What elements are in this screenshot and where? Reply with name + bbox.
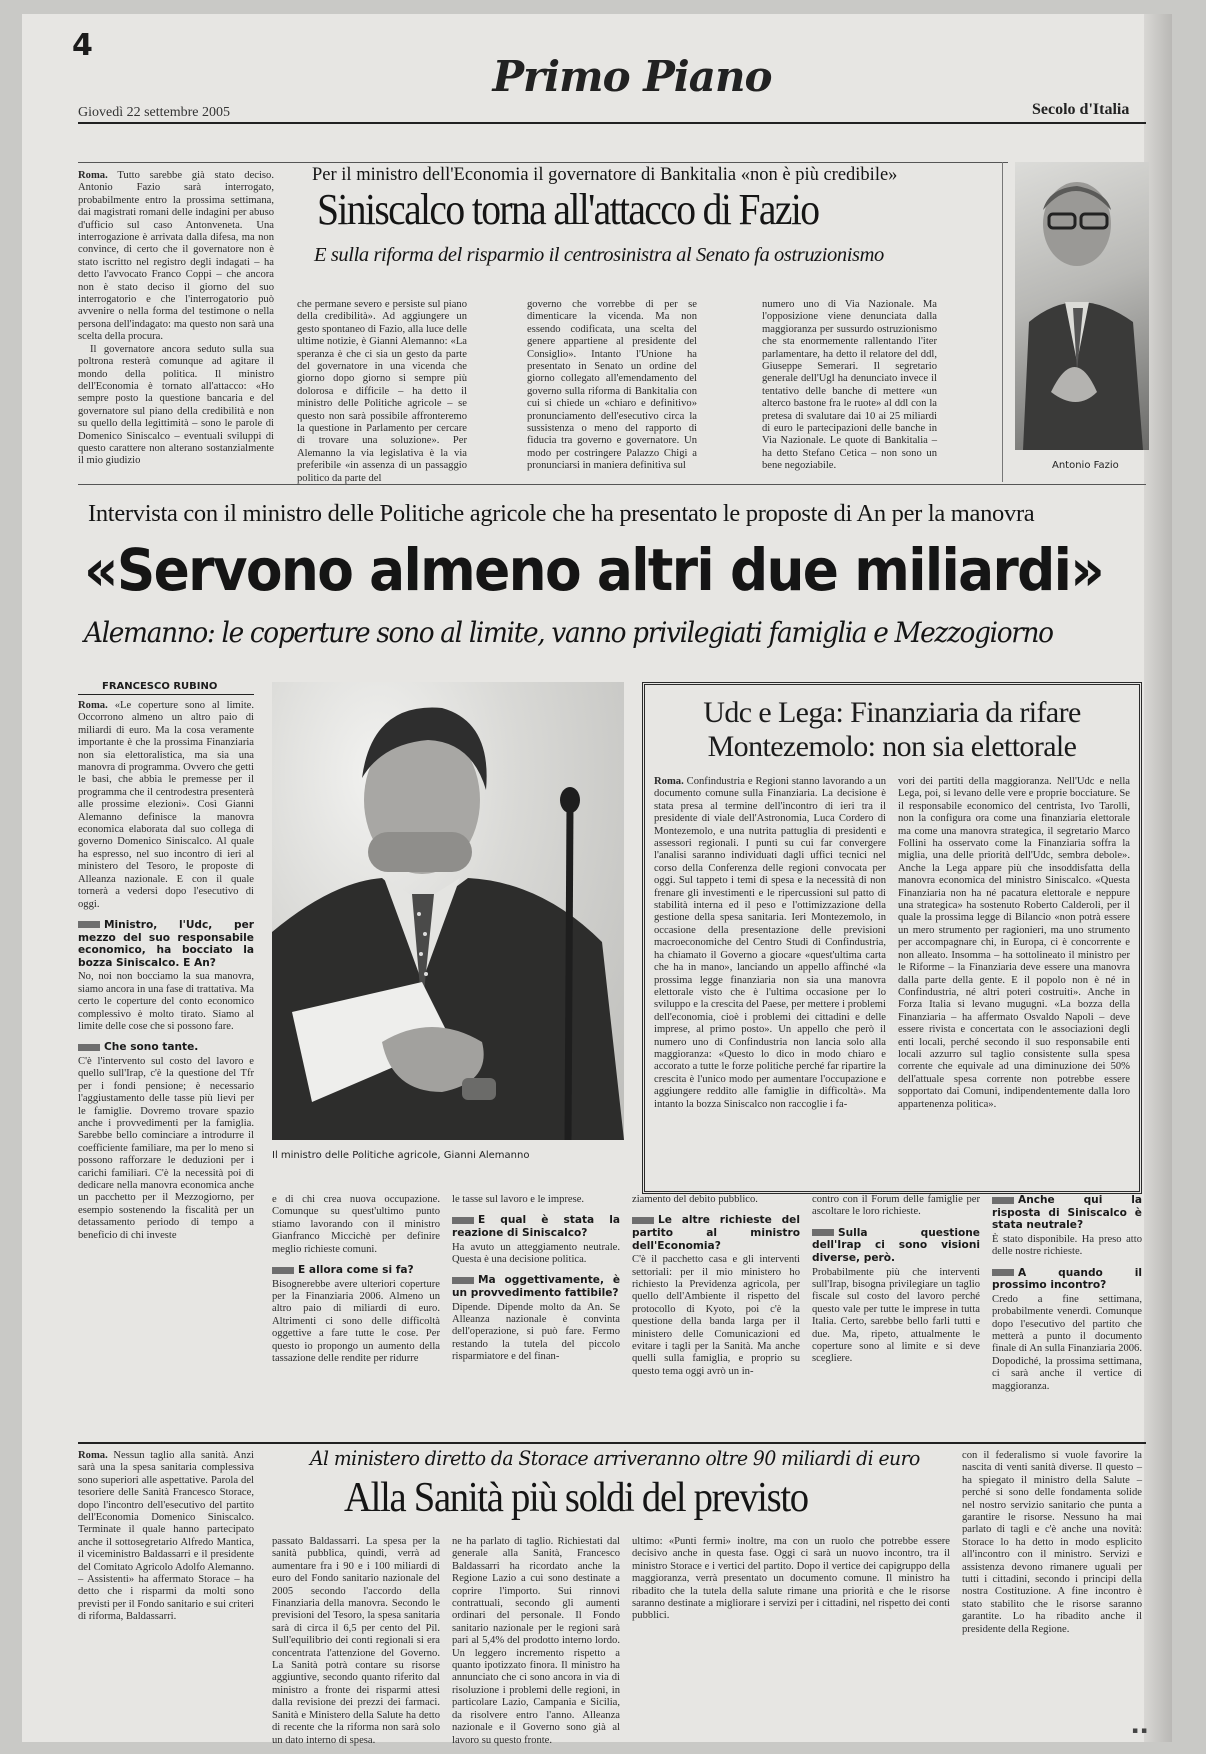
article1-box-top: [78, 162, 1008, 163]
article3-col1-text: Nessun taglio alla sanità. Anzi sarà una la spesa sanitaria complessiva sono superiori alle aspettative. Parola del tesoriere delle Sanità Francesco Storace, dopo l'incontro dell'esecutivo del partito dell'Economia Domenico Siniscalco. Terminate il quale hanno partecipato anche il sottosegretario Alfredo Mantica, il viceministro Baldassarri e il presidente del Comitato Agricolo Adolfo Alemanno. – Assistenti» ha affermato Storace – ha detto che i risparmi da molti sono previsti per il Fondo sanitario e sui criteri di riforma, Baldassarri.: [78, 1450, 254, 1623]
article1-col4: numero uno di Via Nazionale. Ma l'opposizione viene denunciata dalla maggioranza per sussurdo ostruzionismo che sta enormemente rallentando l'iter parlamentare, ha detto il relatore del ddl, Giuseppe Semerari. Il segretario generale dell'Ugl ha denunciato invece il tentativo delle banche di mettere «un alterco bastone fra le ruote» al ddl con la pretesa di svalutare dai 10 ai 25 miliardi di euro le partecipazioni delle banche in Via Nazionale. Le quote di Bankitalia – ha detto Stefano Cetica – non sono un bene negoziabile.: [762, 299, 937, 472]
interview-col4: [632, 1194, 800, 1377]
question-2: Che sono tante.: [78, 1041, 254, 1054]
article1-col1-text: Tutto sarebbe già stato deciso. Antonio Fazio sarà interrogato, probabilmente entro la prossima settimana, dai magistrati romani delle indagini per abuso d'ufficio sul caso Antonveneta. Una interrogazione è arrivata dalla difesa, ma non convince, di certo che il governatore non è stato iscritto nel registro degli indagati – ha detto l'avvocato Franco Coppi – che ancora non è stato deciso il giorno del suo interrogatorio e che l'interrogatorio può avvenire o nella forma del testimone o nella persona dell'indagato: ma questo non sarà una scelta della procura.: [78, 170, 274, 343]
newspaper-name: Secolo d'Italia: [1032, 101, 1130, 118]
answer-1: No, noi non bocciamo la sua manovra, siamo ancora in una fase di trattativa. Ma certo le coperture del conto economico complessivo è molto tirato. Siamo al limite delle cose che si possono fare.: [78, 971, 254, 1032]
section-title: Primo Piano: [492, 52, 772, 101]
interview-col3: [452, 1194, 620, 1374]
newspaper-page: [22, 14, 1172, 1746]
question-8: Anche qui la risposta di Siniscalco è stata neutrale?: [992, 1194, 1142, 1232]
byline-rule: [78, 694, 254, 695]
interview-col3-text: le tasse sul lavoro e le imprese.: [452, 1194, 585, 1205]
question-7: Sulla questione dell'Irap ci sono visioni diverse, però.: [812, 1226, 980, 1264]
fazio-photo: [1015, 162, 1149, 450]
article3-title: Alla Sanità più soldi del previsto: [344, 1475, 808, 1521]
answer-8: È stato disponibile. Ha preso atto delle nostre richieste.: [992, 1233, 1142, 1258]
box-title-line1: Udc e Lega: Finanziaria da rifare: [703, 696, 1081, 729]
interview-col4-text: ziamento del debito pubblico.: [632, 1194, 758, 1205]
article1-title: Siniscalco torna all'attacco di Fazio: [317, 185, 819, 234]
footer-mark: ▪ ▪: [1132, 1726, 1148, 1736]
box-dateline: Roma.: [654, 776, 684, 787]
interview-col5-text: contro con il Forum delle famiglie per ascoltare le loro richieste.: [812, 1194, 980, 1218]
answer-3: Bisognerebbe avere ulteriori coperture per la Finanziaria 2006. Almeno un altro paio di miliardi di euro. Altrimenti ci sono delle difficoltà oggettive a fare tutte le cose. Per questo io propongo un aumento della tassazione delle rendite per ridurre: [272, 1278, 440, 1365]
fazio-caption: Antonio Fazio: [1052, 460, 1119, 471]
article2-byline: FRANCESCO RUBINO: [102, 681, 218, 692]
question-3: E allora come si fa?: [272, 1264, 440, 1277]
answer-7: Probabilmente più che interventi sull'Irap, bisogna privilegiare un taglio fiscale sul costo del lavoro perché questo vale per tutte le imprese in tutta Italia. Certo, sarebbe bello farli tutti e due. Ma, ripeto, attualmente le coperture sono al limite e si deve scegliere.: [812, 1266, 980, 1365]
interview-col2-text: e di chi crea nuova occupazione. Comunque su quest'ultimo punto stiamo lavorando con il ministro Gianfranco Miccichè per definire meglio richieste comuni.: [272, 1194, 440, 1255]
question-4: E qual è stata la reazione di Siniscalco?: [452, 1214, 620, 1239]
interview-col5: [812, 1194, 980, 1374]
article2-bottom-rule: [78, 1442, 1146, 1444]
article1-subtitle: E sulla riforma del risparmio il centrosinistra al Senato fa ostruzionismo: [314, 244, 884, 266]
article3-col4: ultimo: «Punti fermi» inoltre, ma con un ruolo che potrebbe essere decisivo anche in questa fase. Oggi ci sarà un nuovo incontro, tra il ministro Storace e i vertici del partito. Dopo il vertice dei capigruppo della maggioranza, verrà presentato un documento comune. Il ministro ha ribadito che la tutela della salute rimane una priorità e che le risorse saranno destinate a migliorare i servizi per i cittadini, nel rispetto dei conti pubblici.: [632, 1536, 950, 1622]
box-col1: [654, 776, 886, 1180]
article1-bottom-rule: [78, 484, 1146, 485]
answer-6: C'è il pacchetto casa e gli interventi settoriali: per il mio ministero ho richiesto la Previdenza agricola, per quello dell'Ambiente il rispetto del protocollo di Kyoto, poi c'è la questione della banda larga per il ministero delle Comunicazioni ed evitare i tagli per la Sanità. Ma anche quelli sulla famiglia, e proprio su questo tema oggi avrò un in-: [632, 1254, 800, 1377]
alemanno-photo-svg: [272, 682, 624, 1140]
article1-dateline: Roma.: [78, 170, 108, 181]
article1-col3: governo che vorrebbe di per se dimenticare la vicenda. Ma non essendo codificata, una scelta del genere appartiene al presidente del Consiglio». Intanto l'Unione ha presentato in Senato un ordine del giorno collegato all'emendamento del governo sulla riforma di Bankitalia con cui si chiede un «chiaro e definitivo» pronunciamento dell'esecutivo circa la sussistenza o meno del rapporto di fiducia tra governo e governatore. Un modo per costringere Palazzo Chigi a pronunciarsi in maniera definitiva sul: [527, 299, 697, 472]
interview-col2: [272, 1194, 440, 1374]
interview-intro: «Le coperture sono al limite. Occorrono almeno un altro paio di miliardi di euro. Ma la cosa veramente importante è che la prossima Finanziaria non sia elettoralistica, ma sia una manovra di programma. Ovvero che getti le basi, che abbia le premesse per il programma che il centrodestra presenterà alle prossime elezioni». Così Gianni Alemanno definisce la manovra economica elaborata dal suo collega di governo Domenico Siniscalco. Al quale ha espresso, nel suo incontro di ieri al ministero del Tesoro, le proposte di Alleanza nazionale. E con il quale tornerà a vedersi dopo l'esecutivo di oggi.: [78, 700, 254, 910]
article3-dateline: Roma.: [78, 1450, 108, 1461]
question-6: Le altre richieste del partito al ministro dell'Economia?: [632, 1214, 800, 1252]
article1-kicker: Per il ministro dell'Economia il governatore di Bankitalia «non è più credibile»: [312, 165, 898, 185]
box-title-line2: Montezemolo: non sia elettorale: [707, 730, 1077, 763]
article2-dateline: Roma.: [78, 700, 108, 711]
article3-col3: ne ha parlato di taglio. Richiestati dal generale alla Sanità, Francesco Baldassarri ha ricordato anche la Regione Lazio a cui sono destinate a coprire l'importo. Sui rinnovi contrattuali, secondo gli aumenti ordinari del personale. Il Fondo sanitario nazionale per le regioni sarà pari al 5,4% del prodotto interno lordo. Un leggero incremento rispetto a quanto ipotizzato finora. Il ministro ha annunciato che ci sono ancora in via di risoluzione i problemi delle regioni, in particolare Lazio, Campania e Sicilia, da risolvere entro l'anno. Alleanza nazionale e il Governo sono già al lavoro su questo fronte.: [452, 1536, 620, 1746]
issue-date: Giovedì 22 settembre 2005: [78, 105, 231, 120]
interview-col6: [992, 1194, 1142, 1434]
box-col2: vori dei partiti della maggioranza. Nell'Udc e nella Lega, poi, si levano delle vere e proprie bocciature. Se il responsabile economico del centrista, Ivo Tarolli, non la configura ora come una finanziaria elettorale ma come una manovra strategica, il segretario Marco Follini ha osservato come la Finanziaria soffra la miglia, una delle priorità dell'Udc, sembra debole». Anche la Lega appare più che insoddisfatta della manovra economica del ministro Siniscalco. «Questa Finanziaria non ha né pacatura elettorale e neppure una strategica» ha sostenuto Roberto Calderoli, per il quale la prossima legge di Bilancio «non potrà essere un mero strumento per ragionieri, ma uno strumento per accompagnare chi, in Europa, ci è concorrente e non alleato. Insomma – ha sottolineato il ministro per le Riforme – la Finanziaria deve essere una manovra dalla parte della gente. E il popolo non è né in Confindustria, né altri poteri costruiti». Anche in Forza Italia si levano mugugni. «La bozza della Finanziaria – ha affermato Osvaldo Napoli – deve essere rivista e concertata con le associazioni degli enti locali, perché secondo il suo responsabile enti locali azzurro sul taglio consistente sulla spesa corrente che equivale ad una diminuzione dei 50% dell'attuale spesa corrente non potrebbe essere sopportato dai Comuni, indipendentemente dalla loro appartenenza politica».: [898, 776, 1130, 1110]
article2-subtitle: Alemanno: le coperture sono al limite, vanno privilegiati famiglia e Mezzogiorno: [84, 616, 1053, 649]
question-9: A quando il prossimo incontro?: [992, 1266, 1142, 1292]
article1-col1: [78, 170, 274, 466]
answer-4: Ha avuto un atteggiamento neutrale. Questa è una decisione politica.: [452, 1241, 620, 1265]
question-1: Ministro, l'Udc, per mezzo del suo responsabile economico, ha bocciato la bozza Siniscalco. E An?: [78, 918, 254, 969]
answer-2: C'è l'intervento sul costo del lavoro e quello sull'Irap, c'è la questione del Tfr per i fondi pensione; è necessario l'aggiustamento delle tasse più lievi per le famiglie. Dovremo trovare spazio anche i provvedimenti per la famiglia. Sarebbe bello cominciare a introdurre il coefficiente familiare, ma per lo meno si possono rafforzare le deduzioni per i carichi familiari. C'è la necessità poi di dedicare nella manovra economica anche un pacchetto per il Mezzogiorno, per esempio sostenendo la fiscalità per un detassamento periodo di tempo a beneficio di chi investe: [78, 1055, 254, 1241]
article2-kicker: Intervista con il ministro delle Politiche agricole che ha presentato le proposte di An per la manovra: [88, 500, 1035, 527]
header-rule: [78, 122, 1146, 124]
fazio-photo-svg: [1015, 162, 1149, 450]
question-5: Ma oggettivamente, è un provvedimento fattibile?: [452, 1274, 620, 1299]
answer-5: Dipende. Dipende molto da An. Se Alleanza nazionale è convinta dell'operazione, si può fare. Fermo restando la tutela del piccolo risparmiatore e del finan-: [452, 1301, 620, 1363]
article1-col2: che permane severo e persiste sul piano della credibilità». Ad aggiungere un gesto spontaneo di Fazio, alla luce delle ultime notizie, è Gianni Alemanno: «La speranza è che ci sia un gesto da parte del governatore in una vicenda che giorno dopo giorno si sempre più dolorosa e difficile – ha detto il ministro delle Politiche agricole – se questo non sarà possibile affronteremo la questione in Parlamento per cercare di trovare una soluzione». Per Alemanno la via legislativa è la via preferibile «in assenza di un passaggio politico da parte del: [297, 299, 467, 484]
alemanno-caption: Il ministro delle Politiche agricole, Gianni Alemanno: [272, 1150, 530, 1161]
answer-9: Credo a fine settimana, probabilmente venerdì. Comunque dopo l'esecutivo del partito che metterà a punto il documento finale di An sulla Finanziaria 2006. Dopodiché, la prossima settimana, ci sarà anche il vertice di maggioranza.: [992, 1293, 1142, 1392]
article2-title: «Servono almeno altri due miliardi»: [84, 536, 1104, 604]
article3-col2: passato Baldassarri. La spesa per la sanità pubblica, quindi, verrà ad aumentare fra i 90 e i 100 miliardi di euro del Fondo sanitario nazionale del 2005 secondo l'accordo della Finanziaria della manovra. Secondo le previsioni del Tesoro, la spesa sanitaria sarà di circa il 6,5 per cento del Pil. Sull'equilibrio dei conti regionali si era concentrata l'attenzione del Governo. La Sanità potrà contare su risorse aggiuntive, secondo quanto riferito dal ministro a fronte dei risparmi attesi dalla revisione dei prezzi dei farmaci. Sanità e Ministero della Salute ha detto di recente che la riforma non sarà solo un dato interno di spesa.: [272, 1536, 440, 1746]
article3-col1: [78, 1450, 254, 1740]
page-number: 4: [72, 28, 93, 63]
interview-col1: [78, 700, 254, 1256]
alemanno-photo: [272, 682, 624, 1140]
article1-right-rule: [1002, 162, 1003, 482]
article1-col1b-text: Il governatore ancora seduto sulla sua poltrona resterà comunque ad agitare il mondo della politica. Il ministro dell'Economia è tornato all'attacco: «Ho sempre posto la questione bancaria e del governatore sul piano della credibilità e non su quello della legittimità – sono le parole di Domenico Siniscalco – eventuali sviluppi di questo carattere non alterano sostanzialmente il mio giudizio: [78, 343, 274, 467]
box-col1-text: Confindustria e Regioni stanno lavorando a un documento comune sulla Finanziaria. La decisione è stata presa al termine dell'incontro di ieri tra il presidente di viale dell'Astronomia, Luca Cordero di Montezemolo, e una nutrita pattuglia di presidenti e assessori regionali. I punti su cui far convergere l'analisi saranno individuati dagli uffici tecnici nel corso della Conferenza delle regioni convocata per oggi. Sul tappeto i temi di spesa e la necessità di non frenare gli investimenti e le ripercussioni sul patto di stabilità interna ed il peso e l'ottimizzazione della gestione della spesa sanitaria. Ieri Montezemolo, in occasione della presentazione delle previsioni macroeconomiche del Centro Studi di Confindustria, ha chiamato il Governo a giocare «quest'ultima carta che ha in mano», lanciando un appello affinché «la prossima legge finanziaria non sia una manovra elettorale visto che è l'ultima occasione per lo sviluppo e la crescita del Paese, per mettere i problemi dell'economia, cioè i problemi dei cittadini e delle imprese, al primo posto». Un appello che però il numero uno di Confindustria non lancia solo alla maggioranza: «Questo lo dico in modo chiaro e accorato a tutte le forze politiche perché far ripartire la crescita è l'unico modo per aumentare l'occupazione e aggiungere reddito alle famiglie in difficoltà». Ma intanto la bozza Siniscalco non raccoglie i fa-: [654, 776, 886, 1110]
article3-kicker: Al ministero diretto da Storace arriveranno oltre 90 miliardi di euro: [310, 1446, 920, 1470]
article3-col5: con il federalismo si vuole favorire la nascita di venti sanità diverse. Il questo – ha spiegato il ministro della Salute – perché si sono delle fondamenta solide nel nostro servizio sanitario che punta a garantire le risorse. Nessuno ha mai parlato di tagli e c'è anche una novità: Storace lo ha detto in modo esplicito all'incontro con il ministro. Servizi e assistenza devono rimanere uguali per tutti i cittadini, secondo i principi della nostra Costituzione. A fine incontro è stato stabilito che le risorse saranno garantite. Lo ha ribadito anche il presidente della Regione.: [962, 1450, 1142, 1635]
